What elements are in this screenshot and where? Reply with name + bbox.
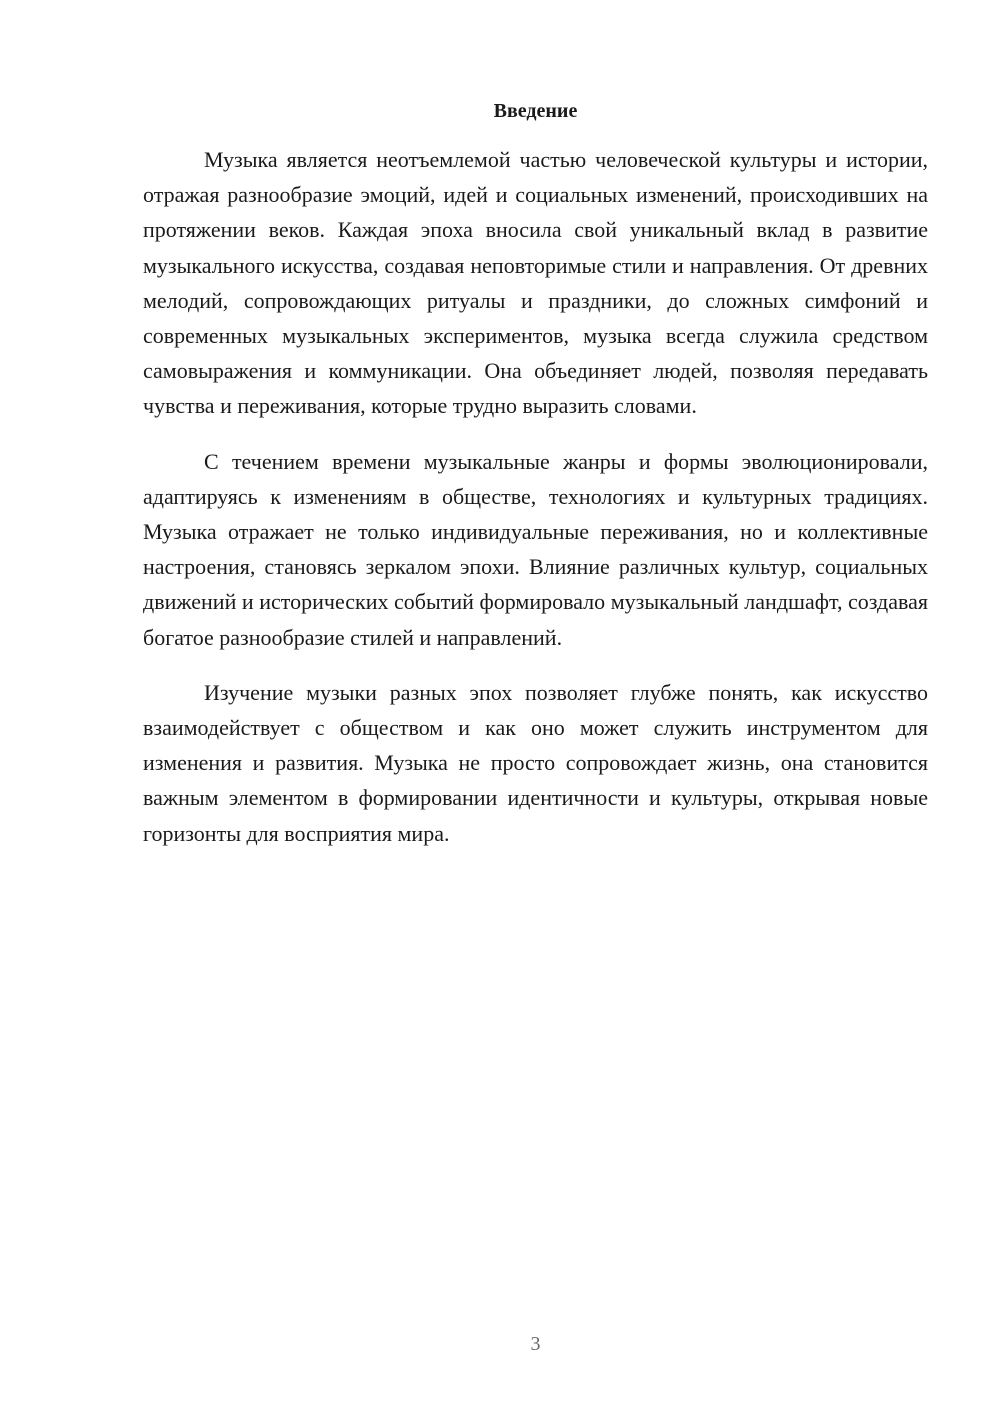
section-title: Введение xyxy=(493,100,578,122)
paragraph-3: Изучение музыки разных эпох позволяет глубже понять, как искусство взаимодействует с обществом и как оно может служить инструментом для изменения и развития. Музыка не просто сопровождает жизнь, она становится важным элементом в формировании идентичности и культуры, открывая новые горизонты для восприятия мира. xyxy=(143,679,928,846)
body-text xyxy=(143,142,928,871)
page-number: 3 xyxy=(530,1333,541,1355)
paragraph-1: Музыка является неотъемлемой частью человеческой культуры и истории, отражая разнообразие эмоций, идей и социальных изменений, происходивших на протяжении веков. Каждая эпоха вносила свой уникальный вклад в развитие музыкального искусства, создавая неповторимые стили и направления. От древних мелодий, сопровождающих ритуалы и праздники, до сложных симфоний и современных музыкальных экспериментов, музыка всегда служила средством самовыражения и коммуникации. Она объединяет людей, позволяя передавать чувства и переживания, которые трудно выразить словами. xyxy=(143,147,928,419)
paragraph-2: С течением времени музыкальные жанры и формы эволюционировали, адаптируясь к изменениям в обществе, технологиях и культурных традициях. Музыка отражает не только индивидуальные переживания, но и коллективные настроения, становясь зеркалом эпохи. Влияние различных культур, социальных движений и исторических событий формировало музыкальный ландшафт, создавая богатое разнообразие стилей и направлений. xyxy=(143,448,928,650)
